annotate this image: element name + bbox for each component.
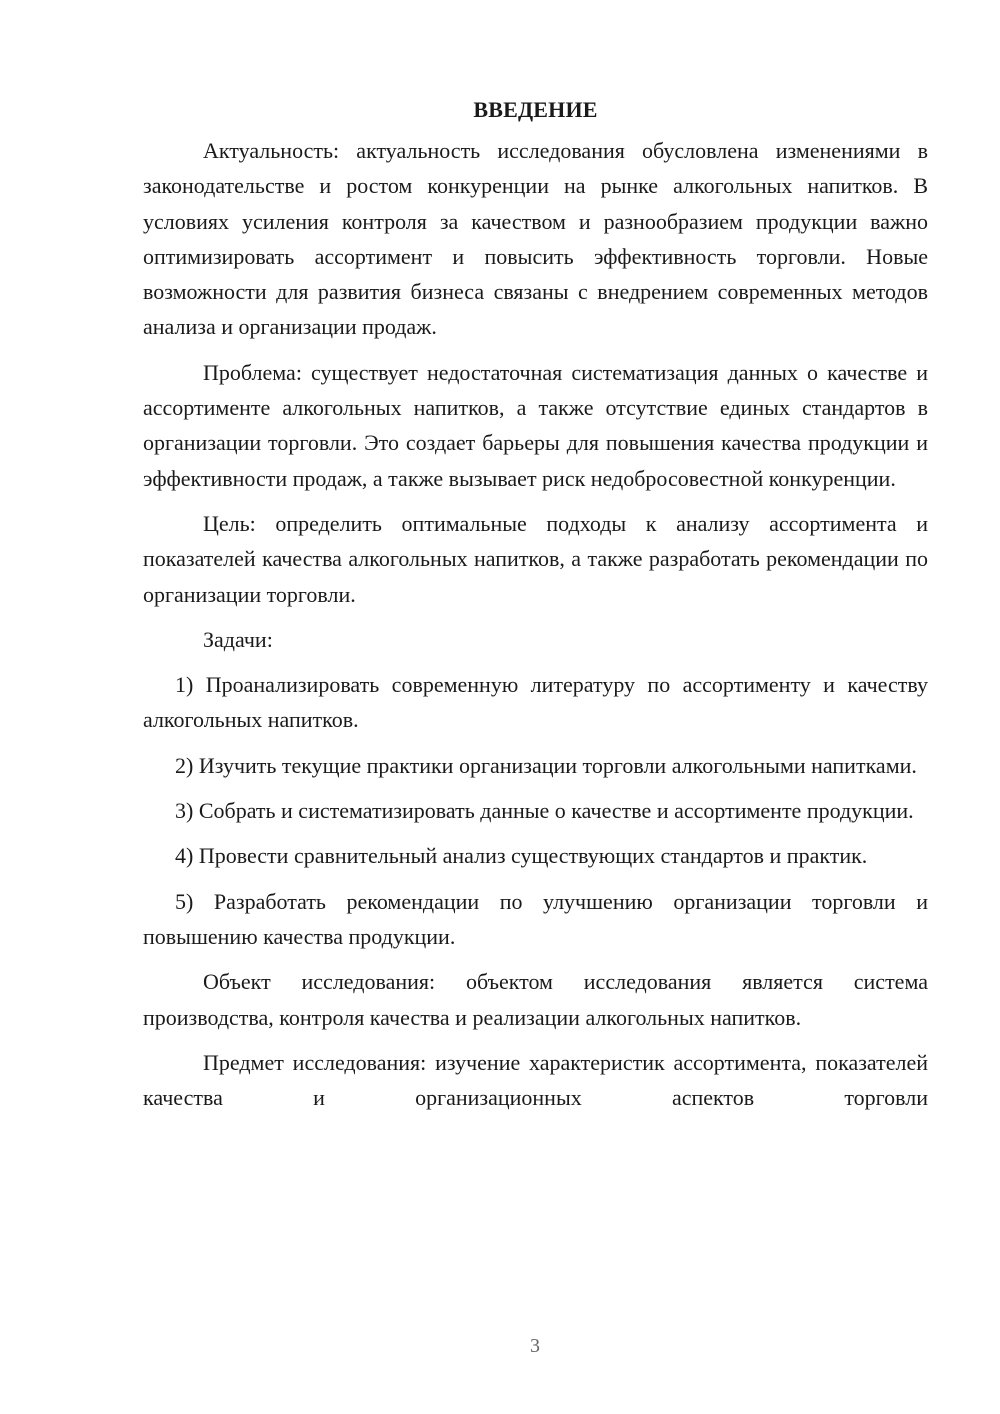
task-item-2: 2) Изучить текущие практики организации торговли алкогольными напитками.	[175, 752, 917, 778]
section-title: ВВЕДЕНИЕ	[473, 97, 598, 122]
task-item-4: 4) Провести сравнительный анализ существующих стандартов и практик.	[175, 843, 868, 869]
paragraph-subject: Предмет исследования: изучение характеристик ассортимента, показателей качества и организационных аспектов торговли	[143, 1049, 928, 1111]
task-item-5: 5) Разработать рекомендации по улучшению организации торговли и повышению качества продукции.	[143, 888, 928, 949]
task-item-3: 3) Собрать и систематизировать данные о качестве и ассортименте продукции.	[175, 798, 914, 824]
paragraph-goal: Цель: определить оптимальные подходы к анализу ассортимента и показателей качества алкогольных напитков, а также разработать рекомендации по организации торговли.	[143, 510, 928, 607]
paragraph-relevance: Актуальность: актуальность исследования обусловлена изменениями в законодательстве и ростом конкуренции на рынке алкогольных напитков. В условиях усиления контроля за качеством и разнообразием продукции важно оптимизировать ассортимент и повысить эффективность торговли. Новые возможности для развития бизнеса связаны с внедрением современных методов анализа и организации продаж.	[143, 138, 928, 340]
page-body	[143, 92, 928, 1115]
task-item-1: 1) Проанализировать современную литературу по ассортименту и качеству алкогольных напитков.	[143, 672, 928, 733]
paragraph-problem: Проблема: существует недостаточная систематизация данных о качестве и ассортименте алкогольных напитков, а также отсутствие единых стандартов в организации торговли. Это создает барьеры для повышения качества продукции и эффективности продаж, а также вызывает риск недобросовестной конкуренции.	[143, 359, 928, 491]
paragraph-object: Объект исследования: объектом исследования является система производства, контроля качества и реализации алкогольных напитков.	[143, 969, 928, 1030]
page-number: 3	[530, 1335, 540, 1357]
tasks-heading: Задачи:	[203, 626, 273, 652]
